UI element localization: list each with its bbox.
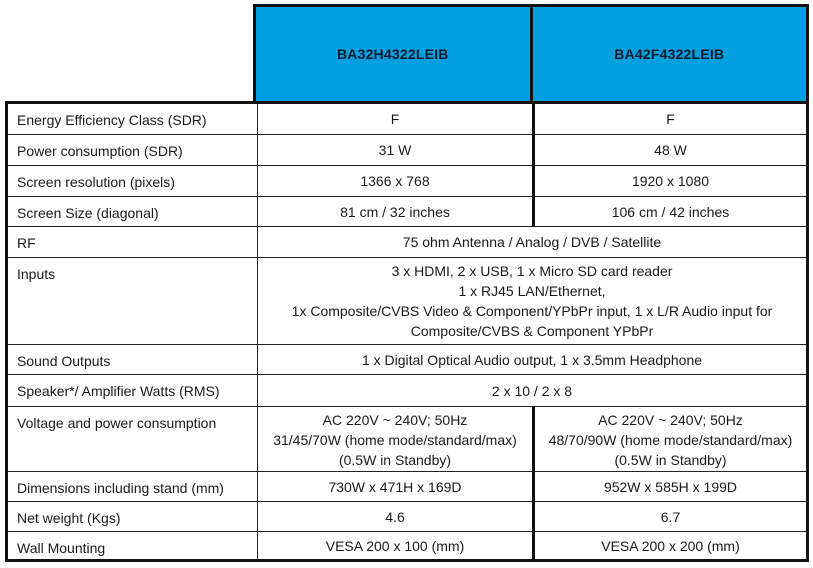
table-row xyxy=(7,197,808,227)
table-row xyxy=(7,258,808,345)
spec-table xyxy=(5,101,809,562)
cell-model-1: 31 W xyxy=(258,135,534,166)
table-row xyxy=(7,472,808,502)
table-row xyxy=(7,532,808,561)
table-row xyxy=(7,375,808,407)
model-name-2: BA42F4322LEIB xyxy=(614,46,725,62)
table-row xyxy=(7,227,808,258)
cell-shared: 1 x Digital Optical Audio output, 1 x 3.5mm Headphone xyxy=(258,345,808,375)
row-label: Voltage and power consumption xyxy=(7,407,258,472)
standby-line: (0.5W in Standby) xyxy=(614,452,727,468)
row-label: Net weight (Kgs) xyxy=(7,502,258,532)
cell-model-2 xyxy=(534,407,808,472)
row-label: Wall Mounting xyxy=(7,532,258,561)
cell-model-2: 48 W xyxy=(534,135,808,166)
cell-model-2: 1920 x 1080 xyxy=(534,166,808,197)
standby-line: (0.5W in Standby) xyxy=(338,452,452,468)
voltage-line: AC 220V ~ 240V; 50Hz xyxy=(322,412,468,428)
row-label: Screen resolution (pixels) xyxy=(7,166,258,197)
table-row xyxy=(7,103,808,135)
cell-model-1: 81 cm / 32 inches xyxy=(258,197,534,227)
cell-model-1: F xyxy=(258,103,534,135)
power-line: 48/70/90W (home mode/standard/max) xyxy=(548,432,793,448)
cell-shared: 2 x 10 / 2 x 8 xyxy=(258,375,808,407)
cell-model-1: 4.6 xyxy=(258,502,534,532)
model-header xyxy=(253,4,809,101)
row-label: Power consumption (SDR) xyxy=(7,135,258,166)
row-label: Screen Size (diagonal) xyxy=(7,197,258,227)
cell-model-1 xyxy=(258,407,534,472)
cell-model-2: F xyxy=(534,103,808,135)
row-label: Sound Outputs xyxy=(7,345,258,375)
cell-model-2: VESA 200 x 200 (mm) xyxy=(534,532,808,561)
table-row xyxy=(7,407,808,472)
table-row xyxy=(7,345,808,375)
table-row xyxy=(7,135,808,166)
cell-model-2: 6.7 xyxy=(534,502,808,532)
row-label: Speaker*/ Amplifier Watts (RMS) xyxy=(7,375,258,407)
row-label: Energy Efficiency Class (SDR) xyxy=(7,103,258,135)
cell-model-1: 1366 x 768 xyxy=(258,166,534,197)
power-line: 31/45/70W (home mode/standard/max) xyxy=(273,432,517,448)
model-name-1: BA32H4322LEIB xyxy=(256,7,533,101)
cell-model-1: 730W x 471H x 169D xyxy=(258,472,534,502)
cell-model-2: 952W x 585H x 199D xyxy=(534,472,808,502)
cell-model-1: VESA 200 x 100 (mm) xyxy=(258,532,534,561)
cell-model-2: 106 cm / 42 inches xyxy=(534,197,808,227)
cell-shared: 75 ohm Antenna / Analog / DVB / Satellite xyxy=(258,227,808,258)
row-label: Inputs xyxy=(7,258,258,345)
table-row xyxy=(7,502,808,532)
inputs-line: Composite/CVBS & Component YPbPr xyxy=(410,323,654,339)
voltage-line: AC 220V ~ 240V; 50Hz xyxy=(598,412,743,428)
inputs-line: 3 x HDMI, 2 x USB, 1 x Micro SD card reader xyxy=(391,263,673,279)
row-label: RF xyxy=(7,227,258,258)
inputs-line: 1 x RJ45 LAN/Ethernet, xyxy=(458,283,606,299)
row-label: Dimensions including stand (mm) xyxy=(7,472,258,502)
table-row xyxy=(7,166,808,197)
inputs-line: 1x Composite/CVBS Video & Component/YPbPr input, 1 x L/R Audio input for xyxy=(291,303,773,319)
cell-shared xyxy=(258,258,808,345)
